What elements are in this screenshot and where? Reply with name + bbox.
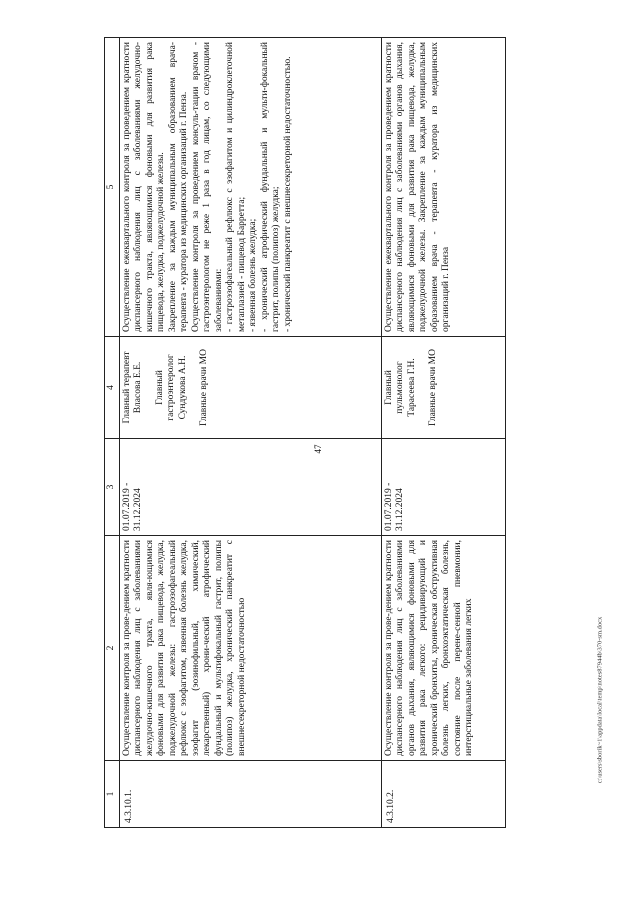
execution-paragraph: Осуществление ежеквартального контроля за проведением кратности диспансерного наблюдения лиц с заболеваниями органов дыхания, являющимися фоновыми для развития рака пищевода, желудка, поджелудочной железы. Закрепление за каждым муниципальным образованием врача - терапевта - куратора из медицинских организаций г. Пенза [383,42,451,332]
measure-description: Осуществление контроля за прове-дением кратности диспансерного наблюдения лиц с заболеваниями желудочно-кишечного тракта, явля-ющимися фоновыми для развития рака пищевода, желудка, поджелудочной железы: гастроэзофагеальный рефлюкс с эзофагитом, язвенная болезнь желудка, эзофагит (эозинофильный, химический, лекарственный) хрони-ческий атрофический фундальный и мультифокальный гастрит, полипы (полипоз) желудка, хронический панкреатит с внешнесекреторной недостаточностью [119,536,381,761]
execution-paragraph: - хронический атрофический фундальный и мульти-фокальный гастрит, полипы (полипоз) желудка; [259,42,281,332]
table-row [381,38,505,828]
responsible-persons [119,337,381,439]
responsible-line: Сундукова А.Н. [177,355,188,420]
column-header-2: 2 [105,536,120,761]
responsible-line: пульмонолог [395,361,405,414]
column-header-3: 3 [105,439,120,536]
responsible-line: Главные врачи МО [428,349,438,426]
row-number: 4.3.10.2. [381,761,505,828]
column-header-1: 1 [105,761,120,828]
responsible-line: Власова Е.Е. [133,361,143,414]
responsible-line: Тарасеева Г.Н. [406,358,417,417]
responsible-gap [145,341,155,434]
execution-paragraph: Осуществление контроля за проведением консуль-тации врачом - гастроэнтерологом не реже 1 раза в год лицам, со следующими заболеваниями: [190,42,224,332]
execution-paragraph: Закрепление за каждым муниципальным образованием врача-терапевта - куратора из медицинских организаций г. Пенза. [167,42,189,332]
table-row [119,38,381,828]
table-header-row [105,38,120,828]
execution-report [119,38,381,337]
execution-paragraph: - хронический панкреатит с внешнесекреторной недостаточностью. [282,56,293,332]
execution-paragraph: - гастроэзофагеальный рефлюкс с эзофагитом и цилиндроклеточной метаплазией - пищевод Барретта; [225,42,247,332]
file-path-footer: c:\users\sborik~1\appdata\local\temp\notes87944b\370-sm.docx [596,616,604,784]
responsible-line: Главный терапевт [121,351,132,424]
page-number: 47 [313,444,323,454]
responsible-persons [381,337,505,439]
deadline: 01.07.2019 - 31.12.2024 [119,439,381,536]
execution-paragraph: - язвенная болезнь желудка; [248,218,258,332]
responsible-gap [189,341,199,434]
execution-paragraph: Осуществление ежеквартального контроля за проведением кратности диспансерного наблюдения лиц с заболеваниями желудочно-кишечного тракта, являющимися фоновыми для развития рака пищевода, желудка, поджелудочной железы. [121,42,166,332]
execution-report [381,38,505,337]
responsible-gap [418,341,428,434]
responsible-line: Главные врачи МО [199,349,209,426]
responsible-line: Главный [383,370,394,405]
responsible-line: Главный [154,370,165,405]
row-number: 4.3.10.1. [119,761,381,828]
column-header-5: 5 [105,38,120,337]
column-header-4: 4 [105,337,120,439]
measure-description: Осуществление контроля за прове-дением кратности диспансерного наблюдения лиц с заболеваниями органов дыхания, являющимися фоновыми для развития рака легкого: рецидивирующий и хронический бронхиты, хроническая обструктивная болезнь легких, бронхоэктатическая болезнь, состояние после перене-сенной пневмонии, интерстициальные заболевания легких [381,536,505,761]
responsible-line: гастроэнтеролог [166,354,176,421]
deadline: 01.07.2019 - 31.12.2024 [381,439,505,536]
rotated-table-area [104,38,504,828]
plan-table [104,37,506,828]
